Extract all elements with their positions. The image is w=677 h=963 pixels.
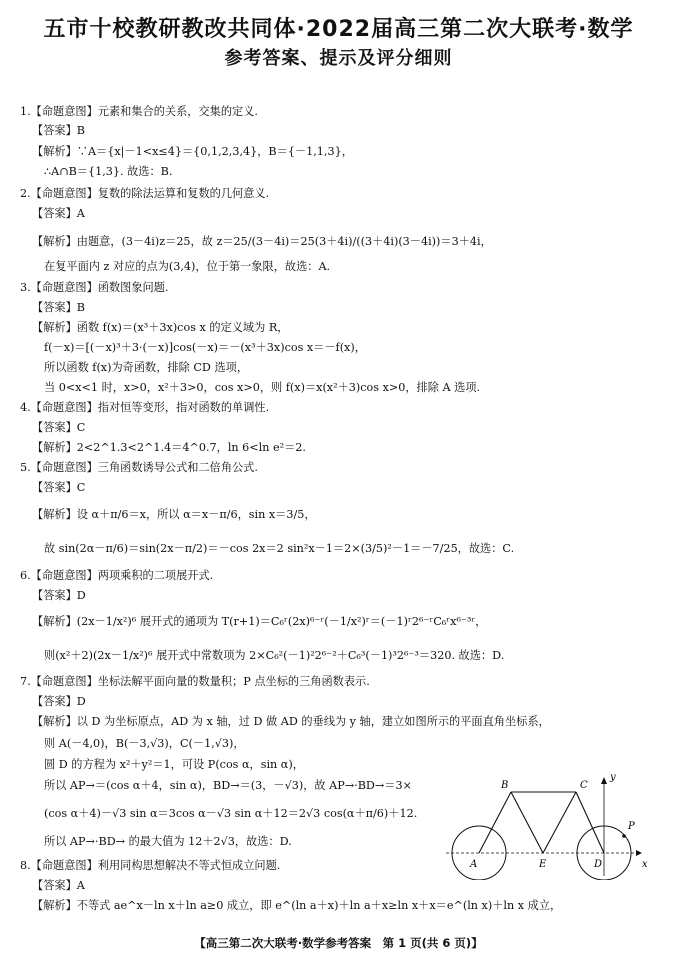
q3-intent: 3.【命题意图】函数图象问题. <box>20 281 169 294</box>
q4-analysis: 【解析】2<2^1.3<2^1.4＝4^0.7，ln 6<ln e²＝2. <box>32 441 306 454</box>
q4-answer: 【答案】C <box>32 421 86 434</box>
q8-answer: 【答案】A <box>32 879 85 892</box>
q5-answer: 【答案】C <box>32 481 86 494</box>
page-footer: 【高三第二次大联考·数学参考答案 第 1 页(共 6 页)】 <box>194 936 483 950</box>
q3-analysis-cont1: f(－x)＝[(－x)³＋3·(－x)]cos(－x)＝－(x³＋3x)cos x＝－f(x)， <box>44 341 366 354</box>
q6-answer: 【答案】D <box>32 589 86 602</box>
q7-analysis: 【解析】以 D 为坐标原点，AD 为 x 轴，过 D 做 AD 的垂线为 y 轴，建立如图所示的平面直角坐标系， <box>32 715 550 728</box>
q5-analysis-cont: 故 sin(2α－π/6)＝sin(2x－π/2)＝－cos 2x＝2 sin²x－1＝2×(3/5)²－1＝－7/25，故选：C. <box>44 542 515 555</box>
q1-analysis-cont: ∴A∩B＝{1,3}. 故选：B. <box>44 165 173 178</box>
label-P: P <box>628 821 635 832</box>
q7-analysis-cont2: 圆 D 的方程为 x²＋y²＝1，可设 P(cos α，sin α)， <box>44 758 304 771</box>
bicycle-coordinate-figure <box>446 766 652 880</box>
q1-answer: 【答案】B <box>32 124 85 137</box>
q8-analysis: 【解析】不等式 ae^x－ln x＋ln a≥0 成立，即 e^(ln a＋x)＋ln a＋x≥ln x＋x＝e^(ln x)＋ln x 成立， <box>32 899 562 912</box>
q7-intent: 7.【命题意图】坐标法解平面向量的数量积；P 点坐标的三角函数表示. <box>20 675 370 688</box>
page-subtitle: 参考答案、提示及评分细则 <box>224 48 453 69</box>
q2-analysis-cont: 在复平面内 z 对应的点为(3,4)，位于第一象限，故选：A. <box>44 260 331 273</box>
label-A: A <box>470 859 478 870</box>
q5-analysis: 【解析】设 α＋π/6＝x，所以 α＝x－π/6，sin x＝3/5， <box>32 508 316 521</box>
q1-analysis: 【解析】∵A＝{x|－1<x≤4}＝{0,1,2,3,4}，B＝{－1,1,3}， <box>32 145 353 158</box>
q6-intent: 6.【命题意图】两项乘积的二项展开式. <box>20 569 214 582</box>
q7-analysis-cont3: 所以 AP→＝(cos α＋4，sin α)，BD→＝(3，－√3)，故 AP→·BD→＝3× <box>44 779 412 792</box>
q8-intent: 8.【命题意图】利用同构思想解决不等式恒成立问题. <box>20 859 281 872</box>
label-x: x <box>642 859 648 870</box>
q7-analysis-cont5: 所以 AP→·BD→ 的最大值为 12＋2√3，故选：D. <box>44 835 292 848</box>
q3-analysis-cont3: 当 0<x<1 时，x>0，x²＋3>0，cos x>0，则 f(x)＝x(x²＋3)cos x>0，排除 A 选项. <box>44 381 481 394</box>
label-D: D <box>594 859 603 870</box>
q3-analysis-cont2: 所以函数 f(x)为奇函数，排除 CD 选项， <box>44 361 249 374</box>
q4-intent: 4.【命题意图】指对恒等变形，指对函数的单调性. <box>20 401 270 414</box>
q3-analysis: 【解析】函数 f(x)＝(x³＋3x)cos x 的定义域为 R， <box>32 321 289 334</box>
label-C: C <box>580 780 588 791</box>
q5-intent: 5.【命题意图】三角函数诱导公式和二倍角公式. <box>20 461 258 474</box>
q6-analysis-cont: 则(x²＋2)(2x－1/x²)⁶ 展开式中常数项为 2×C₆²(－1)²2⁶⁻²＋C₆³(－1)³2⁶⁻³＝320. 故选：D. <box>44 649 505 662</box>
q7-answer: 【答案】D <box>32 695 86 708</box>
label-y: y <box>610 772 616 783</box>
page-title: 五市十校教研教改共同体·2022届高三第二次大联考·数学 <box>43 17 634 42</box>
q2-answer: 【答案】A <box>32 207 85 220</box>
q2-intent: 2.【命题意图】复数的除法运算和复数的几何意义. <box>20 187 270 200</box>
q3-answer: 【答案】B <box>32 301 85 314</box>
q7-analysis-cont4: (cos α＋4)－√3 sin α＝3cos α－√3 sin α＋12＝2√3 cos(α＋π/6)＋12. <box>44 807 418 820</box>
label-B: B <box>501 780 509 791</box>
q2-analysis: 【解析】由题意，(3－4i)z＝25，故 z＝25/(3－4i)＝25(3＋4i)/((3＋4i)(3－4i))＝3＋4i， <box>32 235 492 248</box>
q7-analysis-cont1: 则 A(－4,0)，B(－3,√3)，C(－1,√3)， <box>44 737 245 750</box>
label-E: E <box>539 859 547 870</box>
q1-intent: 1.【命题意图】元素和集合的关系，交集的定义. <box>20 105 258 118</box>
q6-analysis: 【解析】(2x－1/x²)⁶ 展开式的通项为 T(r+1)＝C₆ʳ(2x)⁶⁻ʳ(－1/x²)ʳ＝(－1)ʳ2⁶⁻ʳC₆ʳx⁶⁻³ʳ， <box>32 615 487 628</box>
